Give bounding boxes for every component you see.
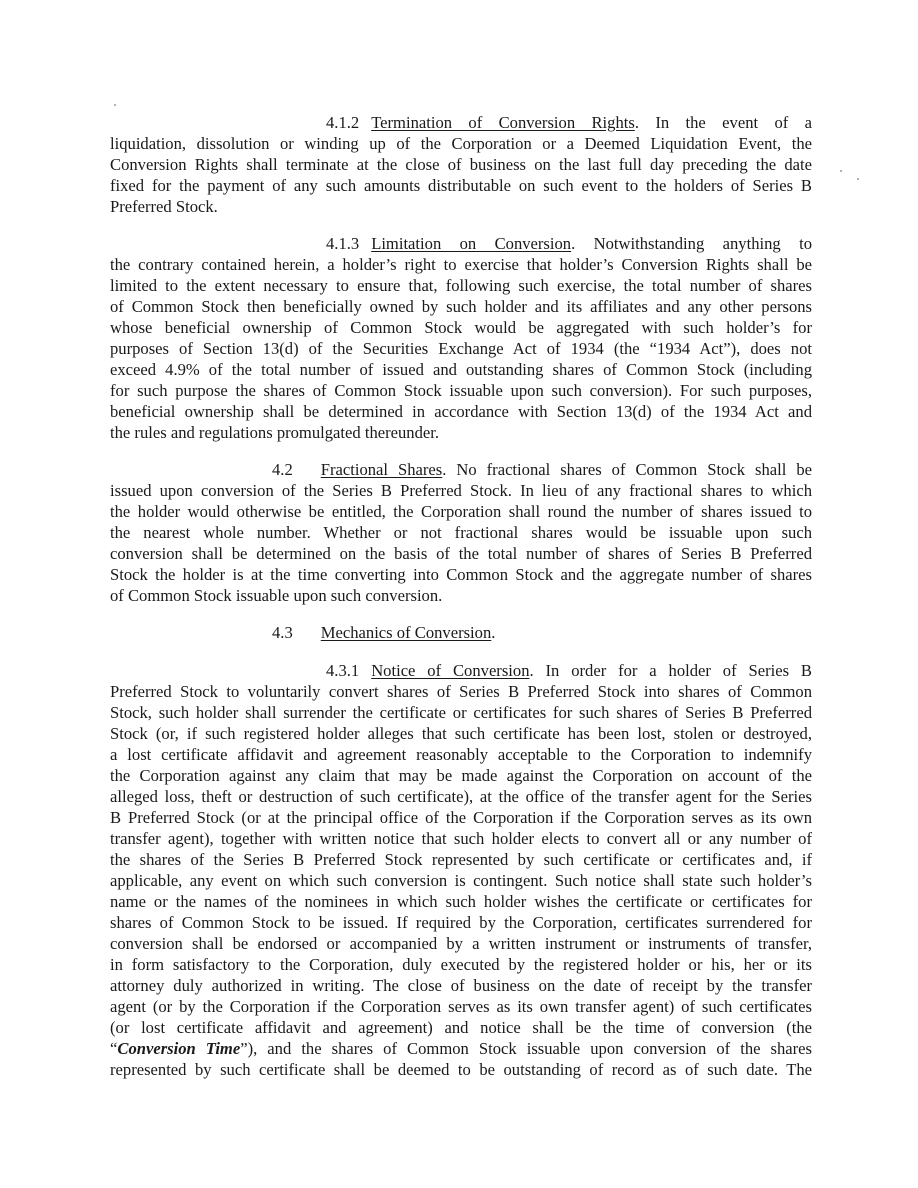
text-line: B Preferred Stock (or at the principal office of the Corporation if the Corporation serves as its own — [110, 808, 812, 827]
scan-speck — [857, 178, 859, 180]
heading-line-text: . Notwithstanding anything to — [571, 234, 812, 253]
text-line: of Common Stock then beneficially owned by such holder and its affiliates and any other persons — [110, 297, 812, 316]
text-line: alleged loss, theft or destruction of such certificate), at the office of the transfer agent for the Series — [110, 787, 812, 806]
text-line: (or lost certificate affidavit and agreement) and notice shall be the time of conversion (the — [110, 1018, 812, 1037]
defined-term: Conversion Time — [117, 1039, 241, 1058]
scan-speck — [114, 104, 116, 106]
text-line: Stock (or, if such registered holder alleges that such certificate has been lost, stolen or destroyed, — [110, 724, 812, 743]
section-4-1-3 — [110, 233, 812, 443]
heading-line — [110, 112, 812, 133]
text-line: issued upon conversion of the Series B Preferred Stock. In lieu of any fractional shares to which — [110, 481, 812, 500]
section-number: 4.2 — [272, 460, 293, 479]
section-title: Limitation on Conversion — [371, 234, 572, 253]
text-line: of Common Stock issuable upon such conversion. — [110, 586, 443, 605]
text-line: fixed for the payment of any such amounts distributable on such event to the holders of Series B — [110, 176, 812, 195]
text-line: name or the names of the nominees in which such holder wishes the certificate or certificates for — [110, 892, 812, 911]
text-line: liquidation, dissolution or winding up of the Corporation or a Deemed Liquidation Event, the — [110, 134, 812, 153]
text-line: beneficial ownership shall be determined in accordance with Section 13(d) of the 1934 Act and — [110, 402, 812, 421]
text-line: represented by such certificate shall be deemed to be outstanding of record as of such date. The — [110, 1060, 812, 1079]
heading-line-text: . In order for a holder of Series B — [529, 661, 812, 680]
text-line: applicable, any event on which such conversion is contingent. Such notice shall state such holder’s — [110, 871, 812, 890]
section-title: Fractional Shares — [320, 460, 443, 479]
text-line: the holder would otherwise be entitled, the Corporation shall round the number of shares issued to — [110, 502, 812, 521]
section-4-3 — [110, 622, 812, 643]
text-line: Preferred Stock. — [110, 197, 218, 216]
text-line: the contrary contained herein, a holder’s right to exercise that holder’s Conversion Rights shall be — [110, 255, 812, 274]
scan-speck — [840, 170, 842, 172]
text-line: in form satisfactory to the Corporation, duly executed by the registered holder or his, her or its — [110, 955, 812, 974]
section-number: 4.1.2 — [326, 113, 360, 132]
section-4-3-1 — [110, 660, 812, 1080]
text-fragment: ”), and the shares of Common Stock issuable upon conversion of the shares — [240, 1039, 812, 1058]
section-number: 4.3 — [272, 623, 293, 642]
section-title: Notice of Conversion — [371, 661, 530, 680]
section-number: 4.3.1 — [326, 661, 360, 680]
heading-line — [110, 459, 812, 480]
heading-line-text: . In the event of a — [634, 113, 812, 132]
text-line: the Corporation against any claim that may be made against the Corporation on account of the — [110, 766, 812, 785]
text-line: shares of Common Stock to be issued. If required by the Corporation, certificates surrendered for — [110, 913, 812, 932]
text-line: conversion shall be endorsed or accompanied by a written instrument or instruments of transfer, — [110, 934, 812, 953]
text-line: agent (or by the Corporation if the Corporation serves as its own transfer agent) of such certificates — [110, 997, 812, 1016]
text-line: the shares of the Series B Preferred Stock represented by such certificate or certificates and, if — [110, 850, 812, 869]
text-line: conversion shall be determined on the basis of the total number of shares of Series B Preferred — [110, 544, 812, 563]
section-4-2 — [110, 459, 812, 606]
text-line: for such purpose the shares of Common Stock issuable upon such conversion). For such purposes, — [110, 381, 812, 400]
text-line: the rules and regulations promulgated thereunder. — [110, 423, 440, 442]
text-line: attorney duly authorized in writing. The close of business on the date of receipt by the transfer — [110, 976, 812, 995]
text-line: purposes of Section 13(d) of the Securities Exchange Act of 1934 (the “1934 Act”), does not — [110, 339, 812, 358]
text-line: a lost certificate affidavit and agreement reasonably acceptable to the Corporation to indemnify — [110, 745, 812, 764]
text-line: whose beneficial ownership of Common Stock would be aggregated with such holder’s for — [110, 318, 812, 337]
heading-line — [110, 622, 812, 643]
section-title: Termination of Conversion Rights — [371, 113, 635, 132]
text-line: exceed 4.9% of the total number of issued and outstanding shares of Common Stock (including — [110, 360, 812, 379]
text-line: Stock the holder is at the time converting into Common Stock and the aggregate number of shares — [110, 565, 812, 584]
text-line: Preferred Stock to voluntarily convert shares of Series B Preferred Stock into shares of Common — [110, 682, 812, 701]
text-line: the nearest whole number. Whether or not fractional shares would be issuable upon such — [110, 523, 812, 542]
text-line: limited to the extent necessary to ensure that, following such exercise, the total number of shares — [110, 276, 812, 295]
section-number: 4.1.3 — [326, 234, 360, 253]
text-fragment: “ — [110, 1039, 118, 1058]
heading-line — [110, 233, 812, 254]
section-title: Mechanics of Conversion — [320, 623, 492, 642]
section-4-1-2 — [110, 112, 812, 217]
text-line: Conversion Rights shall terminate at the close of business on the last full day preceding the date — [110, 155, 812, 174]
heading-line-text: . No fractional shares of Common Stock shall be — [442, 460, 812, 479]
heading-line — [110, 660, 812, 681]
heading-line-text: . — [491, 623, 496, 642]
text-line: Stock, such holder shall surrender the certificate or certificates for such shares of Series B Preferred — [110, 703, 812, 722]
text-line — [110, 1038, 812, 1059]
text-line: transfer agent), together with written notice that such holder elects to convert all or any number of — [110, 829, 812, 848]
